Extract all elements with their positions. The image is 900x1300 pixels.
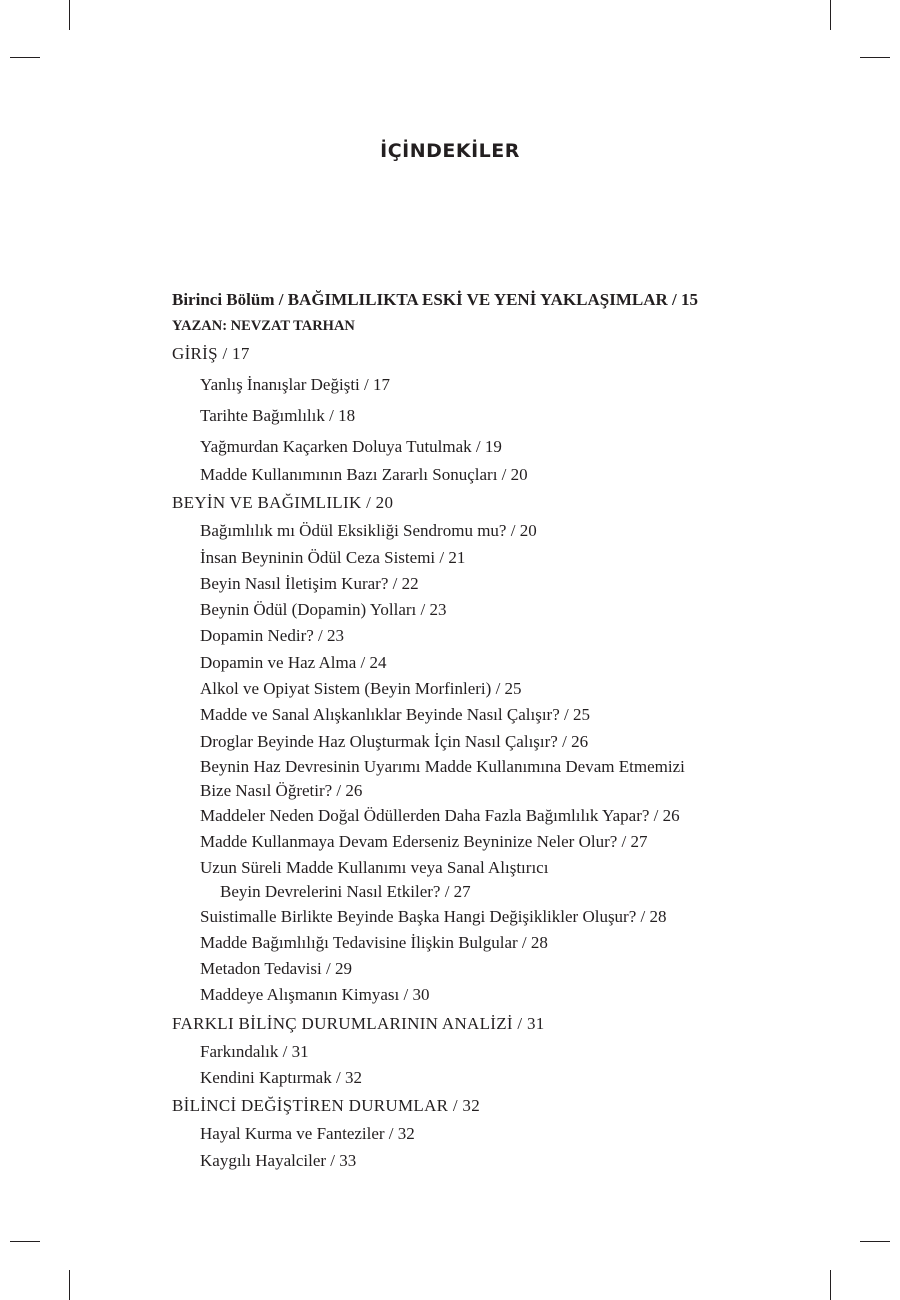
toc-entry: Beynin Ödül (Dopamin) Yolları / 23 (200, 600, 447, 620)
crop-mark (69, 1270, 70, 1300)
toc-entry: Dopamin Nedir? / 23 (200, 626, 344, 646)
toc-entry: Dopamin ve Haz Alma / 24 (200, 652, 387, 672)
toc-entry: Metadon Tedavisi / 29 (200, 959, 352, 979)
section-title: FARKLI BİLİNÇ DURUMLARININ ANALİZİ / 31 (172, 1013, 545, 1033)
toc-entry: Beynin Haz Devresinin Uyarımı Madde Kullanımına Devam Etmemizi (200, 756, 685, 776)
crop-mark (69, 0, 70, 30)
toc-entry: Madde Kullanmaya Devam Ederseniz Beyninize Neler Olur? / 27 (200, 832, 648, 852)
toc-entry: Kaygılı Hayalciler / 33 (200, 1150, 357, 1170)
table-of-contents (172, 286, 772, 1174)
toc-entry: Madde Kullanımının Bazı Zararlı Sonuçları / 20 (200, 465, 528, 484)
toc-entry: Beyin Nasıl İletişim Kurar? / 22 (200, 573, 419, 593)
toc-entry: Suistimalle Birlikte Beyinde Başka Hangi Değişiklikler Oluşur? / 28 (200, 906, 667, 926)
toc-entry: Tarihte Bağımlılık / 18 (200, 406, 356, 425)
toc-entry-continuation: Beyin Devrelerini Nasıl Etkiler? / 27 (220, 881, 471, 901)
toc-entry: Maddeye Alışmanın Kimyası / 30 (200, 985, 430, 1005)
toc-entry: İnsan Beyninin Ödül Ceza Sistemi / 21 (200, 547, 466, 567)
toc-entry: Madde ve Sanal Alışkanlıklar Beyinde Nasıl Çalışır? / 25 (200, 705, 590, 725)
part-heading: Birinci Bölüm / BAĞIMLILIKTA ESKİ VE YENİ YAKLAŞIMLAR / 15 (172, 290, 699, 309)
toc-entry: Maddeler Neden Doğal Ödüllerden Daha Fazla Bağımlılık Yapar? / 26 (200, 805, 680, 825)
toc-entry: Droglar Beyinde Haz Oluşturmak İçin Nasıl Çalışır? / 26 (200, 731, 589, 751)
section-title: GİRİŞ / 17 (172, 344, 250, 363)
toc-entry: Alkol ve Opiyat Sistem (Beyin Morfinleri) / 25 (200, 679, 522, 699)
toc-entry: Bağımlılık mı Ödül Eksikliği Sendromu mu? / 20 (200, 521, 537, 541)
author-line: YAZAN: NEVZAT TARHAN (172, 318, 355, 334)
crop-mark (860, 57, 890, 58)
toc-entry: Farkındalık / 31 (200, 1041, 309, 1061)
crop-mark (10, 57, 40, 58)
toc-entry: Hayal Kurma ve Fanteziler / 32 (200, 1124, 415, 1144)
crop-mark (10, 1241, 40, 1242)
crop-mark (830, 0, 831, 30)
crop-mark (830, 1270, 831, 1300)
toc-entry: Yağmurdan Kaçarken Doluya Tutulmak / 19 (200, 437, 502, 456)
toc-entry-continuation: Bize Nasıl Öğretir? / 26 (200, 780, 363, 800)
section-title: BEYİN VE BAĞIMLILIK / 20 (172, 493, 394, 513)
toc-entry: Madde Bağımlılığı Tedavisine İlişkin Bulgular / 28 (200, 932, 548, 952)
page-title: İÇİNDEKİLER (380, 140, 520, 162)
section-title: BİLİNCİ DEĞİŞTİREN DURUMLAR / 32 (172, 1096, 481, 1116)
toc-entry: Uzun Süreli Madde Kullanımı veya Sanal Alıştırıcı (200, 857, 549, 877)
toc-entry: Kendini Kaptırmak / 32 (200, 1068, 362, 1088)
toc-entry: Yanlış İnanışlar Değişti / 17 (200, 375, 390, 394)
crop-mark (860, 1241, 890, 1242)
